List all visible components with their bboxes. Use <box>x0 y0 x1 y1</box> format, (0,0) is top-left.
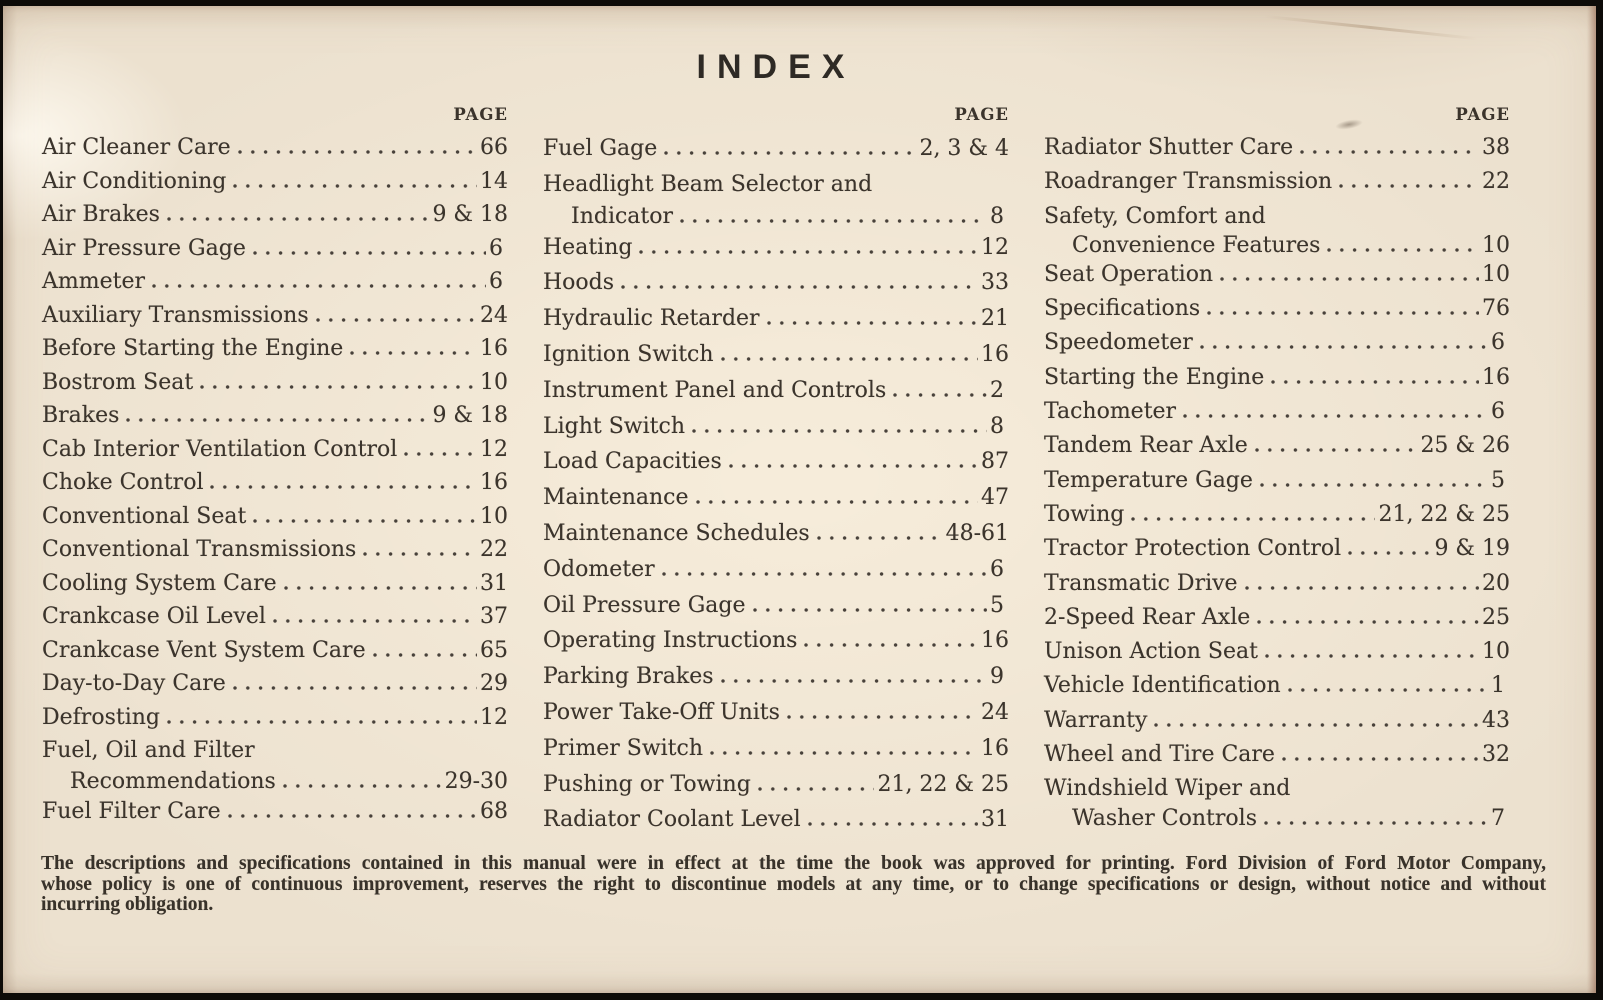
index-entry <box>543 167 1009 230</box>
entry-label: Wheel and Tire Care <box>1044 742 1275 768</box>
entry-label: Light Switch <box>543 413 686 439</box>
index-entry <box>42 399 508 433</box>
entry-page-number: 8 <box>990 413 1004 439</box>
entry-label: Operating Instructions <box>543 628 798 654</box>
index-entry <box>1044 326 1510 360</box>
entry-label: Primer Switch <box>543 735 704 761</box>
entry-label: Brakes <box>42 403 120 428</box>
dot-leader <box>363 552 477 556</box>
entry-label: Roadranger Transmission <box>1044 169 1333 195</box>
entry-line <box>1044 200 1510 234</box>
index-entry <box>42 634 508 668</box>
entry-page-number: 32 <box>1482 742 1510 768</box>
dot-leader <box>373 653 477 657</box>
entry-label: Safety, Comfort and <box>1044 203 1266 229</box>
dot-leader <box>210 485 477 489</box>
entry-label: Ignition Switch <box>543 341 714 367</box>
dot-leader <box>893 393 987 397</box>
scanned-page <box>3 6 1596 993</box>
entry-label: Temperature Gage <box>1044 467 1253 493</box>
index-entry <box>42 366 508 400</box>
dot-leader <box>167 720 477 724</box>
entry-page-number: 2 <box>990 377 1004 403</box>
entry-label: Heating <box>543 234 633 260</box>
page-column-header: PAGE <box>1455 105 1510 124</box>
index-entry-list <box>543 131 1009 838</box>
dot-leader <box>721 679 988 683</box>
entry-label: Air Cleaner Care <box>42 135 231 160</box>
entry-label: Day-to-Day Care <box>42 671 226 696</box>
dot-leader <box>721 357 978 361</box>
dot-leader <box>639 250 978 254</box>
dot-leader <box>664 151 916 155</box>
entry-page-number: 25 <box>1482 604 1510 630</box>
entry-label: 2-Speed Rear Axle <box>1044 604 1251 630</box>
entry-page-number: 9 <box>990 664 1004 690</box>
index-entry <box>1044 292 1510 326</box>
entry-label: Hydraulic Retarder <box>543 306 760 332</box>
disclaimer-paragraph <box>41 854 1546 916</box>
entry-label: Choke Control <box>42 470 204 495</box>
entry-label: Unison Action Seat <box>1044 639 1258 665</box>
entry-page-number: 31 <box>981 807 1009 833</box>
entry-page-number: 87 <box>981 449 1009 475</box>
entry-page-number: 31 <box>480 570 508 596</box>
index-entry <box>1044 361 1510 395</box>
index-entry <box>42 500 508 534</box>
entry-label: Maintenance <box>543 485 689 511</box>
dot-leader <box>238 150 477 154</box>
entry-label: Towing <box>1044 501 1125 527</box>
disclaimer-line: whose policy is one of continuous improvement, reserves the right to discontinue models at any time, or to change specifications or design, without notice and without <box>41 873 1546 895</box>
entry-label: Air Conditioning <box>42 168 227 194</box>
entry-label: Oil Pressure Gage <box>543 592 746 618</box>
index-column-1 <box>42 102 508 838</box>
entry-label: Headlight Beam Selector and <box>543 171 873 197</box>
dot-leader <box>1183 414 1488 418</box>
dot-leader <box>1282 757 1479 761</box>
entry-page-number: 33 <box>981 270 1009 296</box>
entry-page-number: 10 <box>480 503 508 529</box>
entry-label: Hoods <box>543 270 615 296</box>
entry-label: Maintenance Schedules <box>543 520 810 546</box>
index-entry <box>543 480 1009 516</box>
index-entry <box>543 301 1009 337</box>
dot-leader <box>753 608 987 612</box>
disclaimer-line: The descriptions and specifications contained in this manual were in effect at the time the book was approved for printing. Ford Division of Ford Motor Company, <box>41 853 1546 875</box>
index-entry <box>543 265 1009 301</box>
index-entry <box>42 734 508 795</box>
index-entry <box>42 332 508 366</box>
entry-label: Fuel, Oil and Filter <box>42 738 255 763</box>
index-entry <box>42 131 508 165</box>
dot-leader <box>787 715 978 719</box>
dot-leader <box>253 251 486 255</box>
index-entry <box>42 701 508 735</box>
entry-line <box>1044 772 1510 806</box>
index-entry <box>1044 429 1510 463</box>
index-entry <box>543 444 1009 480</box>
entry-label: Air Brakes <box>42 202 160 227</box>
page-column-header: PAGE <box>453 105 508 124</box>
index-entry <box>1044 738 1510 772</box>
entry-line <box>1044 807 1510 831</box>
index-entry <box>543 337 1009 373</box>
index-entry <box>543 552 1009 588</box>
dot-leader <box>167 217 430 221</box>
entry-page-number: 29-30 <box>444 768 508 794</box>
entry-page-number: 10 <box>1482 232 1510 258</box>
entry-page-number: 1 <box>1491 673 1505 699</box>
entry-page-number: 16 <box>981 341 1009 367</box>
entry-page-number: 10 <box>480 369 508 395</box>
entry-page-number: 38 <box>1482 135 1510 160</box>
dot-leader <box>316 318 477 322</box>
entry-label: Radiator Shutter Care <box>1044 135 1294 160</box>
dot-leader <box>729 464 978 468</box>
index-entry <box>42 198 508 232</box>
entry-label-continued: Washer Controls <box>1072 805 1257 831</box>
index-entry-list <box>42 131 508 828</box>
entry-label: Tractor Protection Control <box>1044 536 1342 562</box>
entry-page-number: 47 <box>981 485 1009 511</box>
index-entry <box>1044 165 1510 199</box>
entry-line <box>42 768 508 795</box>
index-entry <box>543 767 1009 803</box>
dot-leader <box>808 822 978 826</box>
entry-page-number: 6 <box>489 235 503 261</box>
index-entry <box>42 265 508 299</box>
dot-leader <box>200 385 477 389</box>
dot-leader <box>233 184 477 188</box>
entry-page-number: 9 & 19 <box>1434 536 1510 562</box>
index-entry <box>1044 635 1510 669</box>
index-entry <box>543 230 1009 266</box>
scan-crease <box>1263 15 1477 40</box>
dot-leader <box>1265 654 1479 658</box>
index-entry <box>42 600 508 634</box>
index-entry <box>543 131 1009 167</box>
entry-page-number: 20 <box>1482 570 1510 596</box>
index-entry <box>543 373 1009 409</box>
entry-page-number: 2, 3 & 4 <box>919 136 1009 161</box>
entry-label: Tandem Rear Axle <box>1044 433 1248 459</box>
dot-leader <box>233 686 477 690</box>
dot-leader <box>817 536 943 540</box>
index-entry <box>543 659 1009 695</box>
dot-leader <box>1339 184 1479 188</box>
entry-label: Parking Brakes <box>543 664 714 690</box>
index-entry <box>543 695 1009 731</box>
entry-page-number: 24 <box>981 699 1009 725</box>
entry-label: Bostrom Seat <box>42 369 194 395</box>
dot-leader <box>758 787 875 791</box>
dot-leader <box>1264 821 1488 825</box>
entry-label: Seat Operation <box>1044 261 1214 287</box>
entry-label: Cab Interior Ventilation Control <box>42 436 398 462</box>
entry-page-number: 16 <box>480 470 508 495</box>
dot-leader <box>273 619 477 623</box>
entry-label: Starting the Engine <box>1044 364 1265 390</box>
entry-line <box>42 734 508 768</box>
entry-page-number: 48-61 <box>945 520 1009 546</box>
dot-leader <box>228 814 477 818</box>
index-entry <box>1044 258 1510 292</box>
index-entry <box>1044 498 1510 532</box>
dot-leader <box>767 321 978 325</box>
entry-page-number: 12 <box>981 234 1009 260</box>
index-columns <box>42 102 1510 838</box>
entry-page-number: 21, 22 & 25 <box>1378 501 1510 527</box>
entry-page-number: 6 <box>1491 330 1505 356</box>
entry-page-number: 14 <box>480 168 508 194</box>
index-entry <box>543 802 1009 838</box>
index-column-3 <box>1044 102 1510 838</box>
entry-label: Vehicle Identification <box>1044 673 1281 699</box>
dot-leader <box>283 784 442 788</box>
entry-page-number: 21 <box>981 306 1009 332</box>
index-entry <box>1044 772 1510 830</box>
index-entry <box>1044 704 1510 738</box>
dot-leader <box>1245 586 1479 590</box>
dot-leader <box>253 519 477 523</box>
entry-label: Specifications <box>1044 296 1201 322</box>
index-entry <box>42 232 508 266</box>
entry-page-number: 76 <box>1482 296 1510 322</box>
dot-leader <box>1288 688 1488 692</box>
index-entry <box>1044 567 1510 601</box>
index-entry <box>543 409 1009 445</box>
entry-page-number: 12 <box>480 704 508 730</box>
dot-leader <box>710 751 978 755</box>
entry-page-number: 16 <box>981 628 1009 654</box>
index-entry <box>42 567 508 601</box>
index-entry <box>42 533 508 567</box>
index-entry <box>42 795 508 829</box>
entry-label-continued: Recommendations <box>70 768 276 794</box>
entry-page-number: 37 <box>480 604 508 629</box>
dot-leader <box>1200 345 1488 349</box>
dot-leader <box>152 284 486 288</box>
entry-page-number: 68 <box>480 798 508 824</box>
dot-leader <box>1300 150 1479 154</box>
dot-leader <box>662 572 987 576</box>
dot-leader <box>1131 517 1375 521</box>
entry-page-number: 43 <box>1482 707 1510 733</box>
entry-page-number: 5 <box>1491 467 1505 493</box>
entry-page-number: 6 <box>489 269 503 294</box>
index-entry <box>1044 131 1510 165</box>
entry-line <box>1044 234 1510 258</box>
entry-page-number: 24 <box>480 302 508 328</box>
entry-line <box>543 167 1009 203</box>
entry-page-number: 25 & 26 <box>1420 433 1510 459</box>
dot-leader <box>284 586 477 590</box>
index-entry <box>1044 601 1510 635</box>
entry-page-number: 6 <box>990 556 1004 582</box>
dot-leader <box>350 351 477 355</box>
entry-label: Power Take-Off Units <box>543 699 780 725</box>
dot-leader <box>680 219 987 223</box>
entry-page-number: 16 <box>480 336 508 361</box>
dot-leader <box>804 643 978 647</box>
index-entry <box>543 731 1009 767</box>
disclaimer-line: incurring obligation. <box>41 894 214 916</box>
index-entry <box>1044 532 1510 566</box>
entry-page-number: 22 <box>480 537 508 562</box>
index-entry <box>42 667 508 701</box>
dot-leader <box>696 500 978 504</box>
entry-page-number: 22 <box>1482 169 1510 195</box>
index-entry <box>42 433 508 467</box>
dot-leader <box>404 452 477 456</box>
entry-label: Cooling System Care <box>42 570 277 596</box>
index-column-2 <box>543 102 1009 838</box>
entry-label: Pushing or Towing <box>543 771 751 797</box>
entry-page-number: 5 <box>990 592 1004 618</box>
entry-label: Instrument Panel and Controls <box>543 377 887 403</box>
entry-label: Tachometer <box>1044 399 1177 425</box>
entry-label: Transmatic Drive <box>1044 570 1238 596</box>
dot-leader <box>1348 551 1431 555</box>
entry-page-number: 16 <box>1482 364 1510 390</box>
index-entry <box>1044 395 1510 429</box>
entry-label: Windshield Wiper and <box>1044 776 1291 802</box>
entry-label: Conventional Seat <box>42 503 247 529</box>
index-entry <box>42 165 508 199</box>
entry-label: Defrosting <box>42 704 160 730</box>
dot-leader <box>621 285 978 289</box>
entry-page-number: 10 <box>1482 261 1510 287</box>
index-entry <box>1044 669 1510 703</box>
entry-label: Warranty <box>1044 707 1148 733</box>
index-entry <box>543 623 1009 659</box>
entry-page-number: 7 <box>1491 805 1505 831</box>
entry-page-number: 66 <box>480 135 508 160</box>
entry-label: Auxiliary Transmissions <box>42 302 309 328</box>
entry-label: Fuel Gage <box>543 136 658 161</box>
index-entry <box>42 299 508 333</box>
dot-leader <box>1260 483 1488 487</box>
entry-page-number: 65 <box>480 637 508 663</box>
entry-page-number: 6 <box>1491 399 1505 425</box>
entry-page-number: 9 & 18 <box>432 403 508 428</box>
entry-page-number: 9 & 18 <box>432 202 508 227</box>
entry-label: Fuel Filter Care <box>42 798 221 824</box>
entry-label: Conventional Transmissions <box>42 537 357 562</box>
entry-line <box>543 203 1009 230</box>
entry-label: Before Starting the Engine <box>42 336 344 361</box>
index-entry-list <box>1044 131 1510 831</box>
index-entry <box>543 588 1009 624</box>
entry-page-number: 10 <box>1482 639 1510 665</box>
entry-label: Crankcase Vent System Care <box>42 637 366 663</box>
entry-label: Ammeter <box>42 269 146 294</box>
dot-leader <box>1154 723 1479 727</box>
entry-label: Air Pressure Gage <box>42 235 246 261</box>
dot-leader <box>1220 277 1479 281</box>
entry-label: Load Capacities <box>543 449 722 475</box>
entry-label-continued: Indicator <box>571 203 674 229</box>
index-entry <box>543 516 1009 552</box>
dot-leader <box>1207 311 1479 315</box>
dot-leader <box>126 418 429 422</box>
title-bar <box>42 48 1510 87</box>
page-title: INDEX <box>696 48 856 86</box>
entry-label: Radiator Coolant Level <box>543 807 801 833</box>
dot-leader <box>1255 448 1418 452</box>
dot-leader <box>1327 248 1479 252</box>
entry-label: Speedometer <box>1044 330 1193 356</box>
entry-page-number: 12 <box>480 436 508 462</box>
entry-page-number: 16 <box>981 735 1009 761</box>
entry-label-continued: Convenience Features <box>1072 232 1321 258</box>
index-entry <box>1044 200 1510 258</box>
dot-leader <box>1271 380 1479 384</box>
page-column-header: PAGE <box>954 105 1009 124</box>
entry-page-number: 8 <box>990 203 1004 229</box>
entry-page-number: 29 <box>480 671 508 696</box>
index-entry <box>42 466 508 500</box>
entry-page-number: 21, 22 & 25 <box>877 771 1009 797</box>
index-entry <box>1044 464 1510 498</box>
entry-label: Odometer <box>543 556 655 582</box>
dot-leader <box>692 429 987 433</box>
entry-label: Crankcase Oil Level <box>42 604 266 629</box>
dot-leader <box>1257 620 1479 624</box>
